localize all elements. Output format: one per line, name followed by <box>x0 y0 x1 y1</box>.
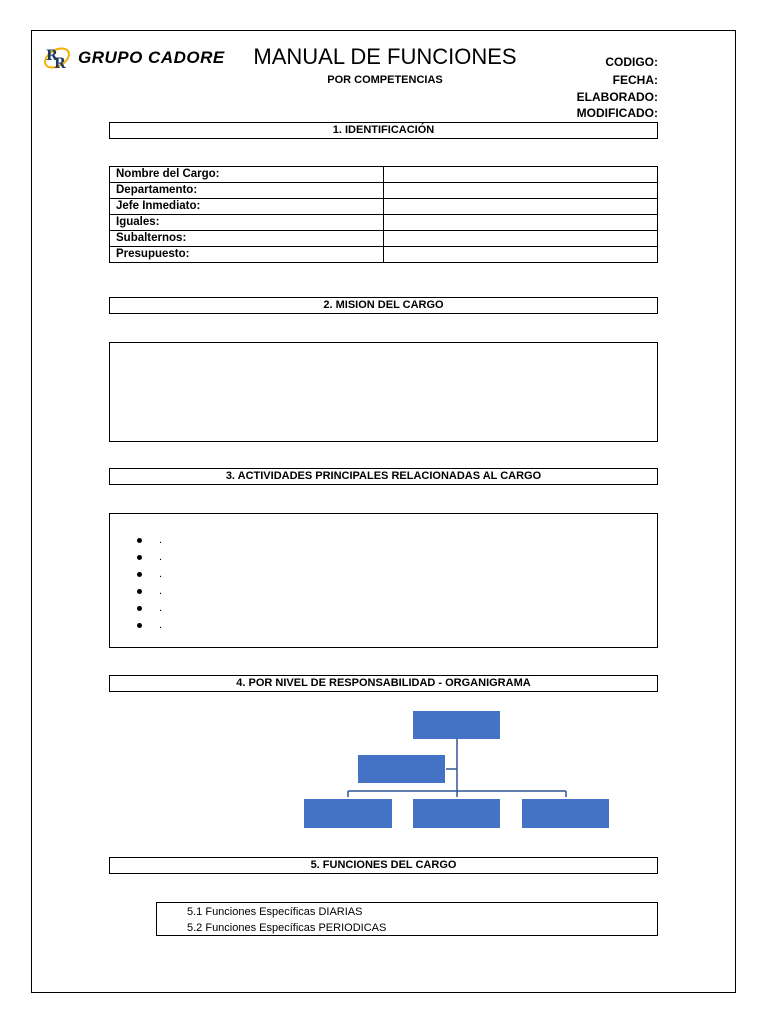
table-row <box>110 183 658 199</box>
list-item <box>137 600 162 617</box>
list-item <box>137 549 162 566</box>
document-title: MANUAL DE FUNCIONES <box>253 44 517 69</box>
row-label: Iguales: <box>110 215 384 231</box>
bullet-icon <box>137 623 142 628</box>
activity-text: . <box>159 568 163 580</box>
meta-elaborado: ELABORADO: <box>576 90 658 104</box>
document-subtitle: POR COMPETENCIAS <box>327 74 443 86</box>
function-item-diarias[interactable]: 5.1 Funciones Específicas DIARIAS <box>187 906 363 918</box>
function-item-periodicas[interactable]: 5.2 Funciones Específicas PERIODICAS <box>187 922 387 934</box>
list-item <box>137 583 162 600</box>
row-value[interactable] <box>384 167 658 183</box>
bullet-icon <box>137 572 142 577</box>
meta-codigo: CODIGO: <box>605 55 658 69</box>
org-box-sub-center <box>413 799 500 828</box>
table-row <box>110 199 658 215</box>
list-item <box>137 566 162 583</box>
rr-monogram-logo <box>42 42 72 74</box>
activity-text: . <box>159 534 163 546</box>
company-name: GRUPO CADORE <box>78 48 225 67</box>
svg-text:R: R <box>46 48 58 64</box>
row-value[interactable] <box>384 215 658 231</box>
activity-text: . <box>159 602 163 614</box>
row-label: Subalternos: <box>110 231 384 247</box>
org-box-assistant <box>358 755 445 783</box>
section-identificacion-header: 1. IDENTIFICACIÓN <box>109 122 658 139</box>
table-row <box>110 231 658 247</box>
section-organigrama-header: 4. POR NIVEL DE RESPONSABILIDAD - ORGANIGRAMA <box>109 675 658 692</box>
bullet-icon <box>137 589 142 594</box>
bullet-icon <box>137 555 142 560</box>
org-box-sub-left <box>304 799 392 828</box>
meta-modificado: MODIFICADO: <box>576 106 658 120</box>
activity-text: . <box>159 551 163 563</box>
bullet-icon <box>137 538 142 543</box>
row-label: Departamento: <box>110 183 384 199</box>
mission-text-box[interactable] <box>109 342 658 442</box>
section-actividades-header: 3. ACTIVIDADES PRINCIPALES RELACIONADAS AL CARGO <box>109 468 658 485</box>
section-mision-header: 2. MISION DEL CARGO <box>109 297 658 314</box>
activities-box <box>109 513 658 648</box>
activities-list <box>137 532 162 634</box>
activity-text: . <box>159 585 163 597</box>
meta-fecha: FECHA: <box>612 73 658 87</box>
row-label: Presupuesto: <box>110 247 384 263</box>
row-value[interactable] <box>384 183 658 199</box>
org-chart <box>300 705 615 835</box>
list-item <box>137 532 162 549</box>
row-label: Nombre del Cargo: <box>110 167 384 183</box>
row-value[interactable] <box>384 231 658 247</box>
table-row <box>110 167 658 183</box>
section-funciones-header: 5. FUNCIONES DEL CARGO <box>109 857 658 874</box>
row-value[interactable] <box>384 247 658 263</box>
identification-table <box>109 166 658 263</box>
table-row <box>110 215 658 231</box>
org-box-sub-right <box>522 799 609 828</box>
org-box-top <box>413 711 500 739</box>
row-label: Jefe Inmediato: <box>110 199 384 215</box>
row-value[interactable] <box>384 199 658 215</box>
activity-text: . <box>159 619 163 631</box>
svg-text:R: R <box>54 56 66 72</box>
table-row <box>110 247 658 263</box>
list-item <box>137 617 162 634</box>
bullet-icon <box>137 606 142 611</box>
functions-box <box>156 902 658 936</box>
